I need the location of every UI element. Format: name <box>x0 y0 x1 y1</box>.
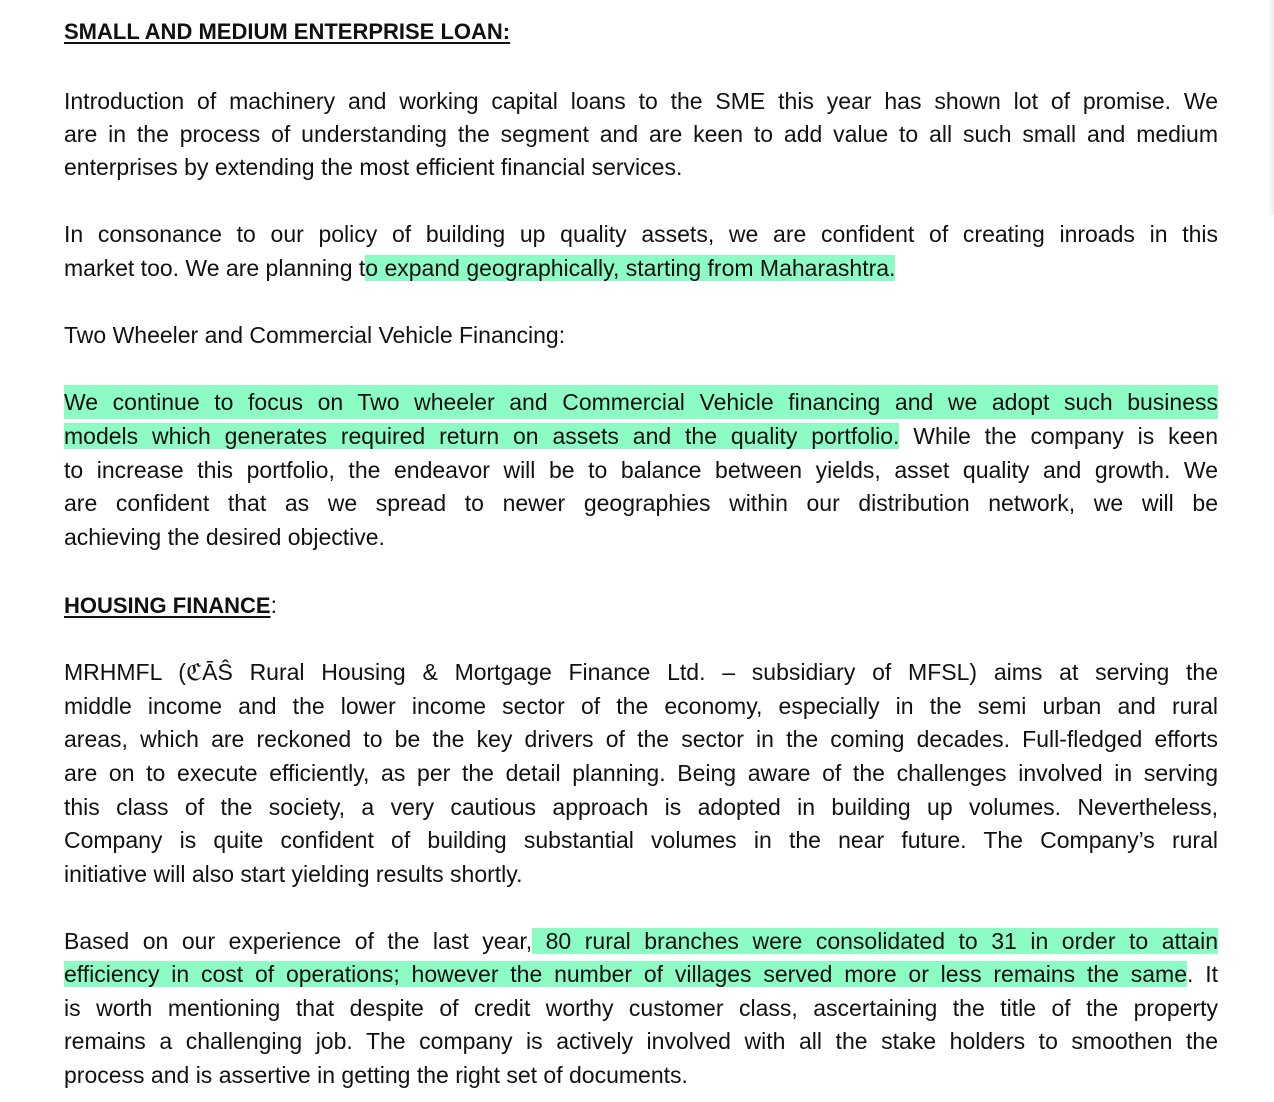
housing-para2-line5: process and is assertive in getting the right set of documents. <box>64 1062 688 1088</box>
plain-text: Based on our experience of the last year, <box>64 928 533 954</box>
highlighted-text: 80 rural branches were consolidated to 31 in order to attain <box>532 928 1218 954</box>
vehicle-line4: are confident that as we spread to newer geographies within our distribution network, we will be <box>64 490 1218 516</box>
vehicle-line1: We continue to focus on Two wheeler and Commercial Vehicle financing and we adopt such business <box>64 385 1218 419</box>
housing-para2-line4: remains a challenging job. The company is actively involved with all the stake holders to smoothen the <box>64 1028 1218 1054</box>
page-edge-shadow <box>1268 0 1274 215</box>
housing-para1-line5: this class of the society, a very cautious approach is adopted in building up volumes. Nevertheless, <box>64 794 1218 820</box>
plain-text: market too. We are planning t <box>64 255 366 281</box>
housing-para1-line3: areas, which are reckoned to be the key drivers of the sector in the coming decades. Full-fledged efforts <box>64 726 1218 752</box>
housing-heading <box>64 588 277 623</box>
housing-para2-line2 <box>64 957 1218 991</box>
housing-para1-line4: are on to execute efficiently, as per the detail planning. Being aware of the challenges involved in serving <box>64 760 1218 786</box>
sme-para1-line3: enterprises by extending the most efficient financial services. <box>64 154 683 180</box>
vehicle-line2 <box>64 419 1218 453</box>
sme-para1-line2: are in the process of understanding the segment and are keen to add value to all such small and medium <box>64 121 1218 147</box>
sme-heading: SMALL AND MEDIUM ENTERPRISE LOAN: <box>64 19 511 44</box>
housing-para2-line1 <box>64 924 1218 958</box>
housing-para1-line7: initiative will also start yielding results shortly. <box>64 861 523 887</box>
highlighted-text: efficiency in cost of operations; however the number of villages served more or less remains the same <box>64 961 1188 987</box>
housing-para2-line3: is worth mentioning that despite of credit worthy customer class, ascertaining the title of the property <box>64 995 1218 1021</box>
heading-colon: : <box>270 592 277 618</box>
sme-para2-line2 <box>64 251 1218 285</box>
sme-para2-line1: In consonance to our policy of building up quality assets, we are confident of creating inroads in this <box>64 221 1218 247</box>
housing-para1-line6: Company is quite confident of building substantial volumes in the near future. The Company’s rural <box>64 827 1218 853</box>
housing-heading-text: HOUSING FINANCE <box>64 593 271 618</box>
vehicle-line5: achieving the desired objective. <box>64 524 385 550</box>
housing-para1-line1: MRHMFL (ℭĀŜ Rural Housing & Mortgage Finance Ltd. – subsidiary of MFSL) aims at serving the <box>64 659 1218 685</box>
highlighted-text: models which generates required return on assets and the quality portfolio. <box>64 423 900 449</box>
plain-text: . It <box>1187 961 1218 987</box>
vehicle-line3: to increase this portfolio, the endeavor will be to balance between yields, asset quality and growth. We <box>64 457 1218 483</box>
vehicle-heading: Two Wheeler and Commercial Vehicle Financing: <box>64 322 566 348</box>
sme-para1-line1: Introduction of machinery and working capital loans to the SME this year has shown lot of promise. We <box>64 88 1218 114</box>
highlighted-text: o expand geographically, starting from Maharashtra. <box>365 255 896 281</box>
plain-text: While the company is keen <box>899 423 1218 449</box>
housing-para1-line2: middle income and the lower income sector of the economy, especially in the semi urban and rural <box>64 693 1218 719</box>
